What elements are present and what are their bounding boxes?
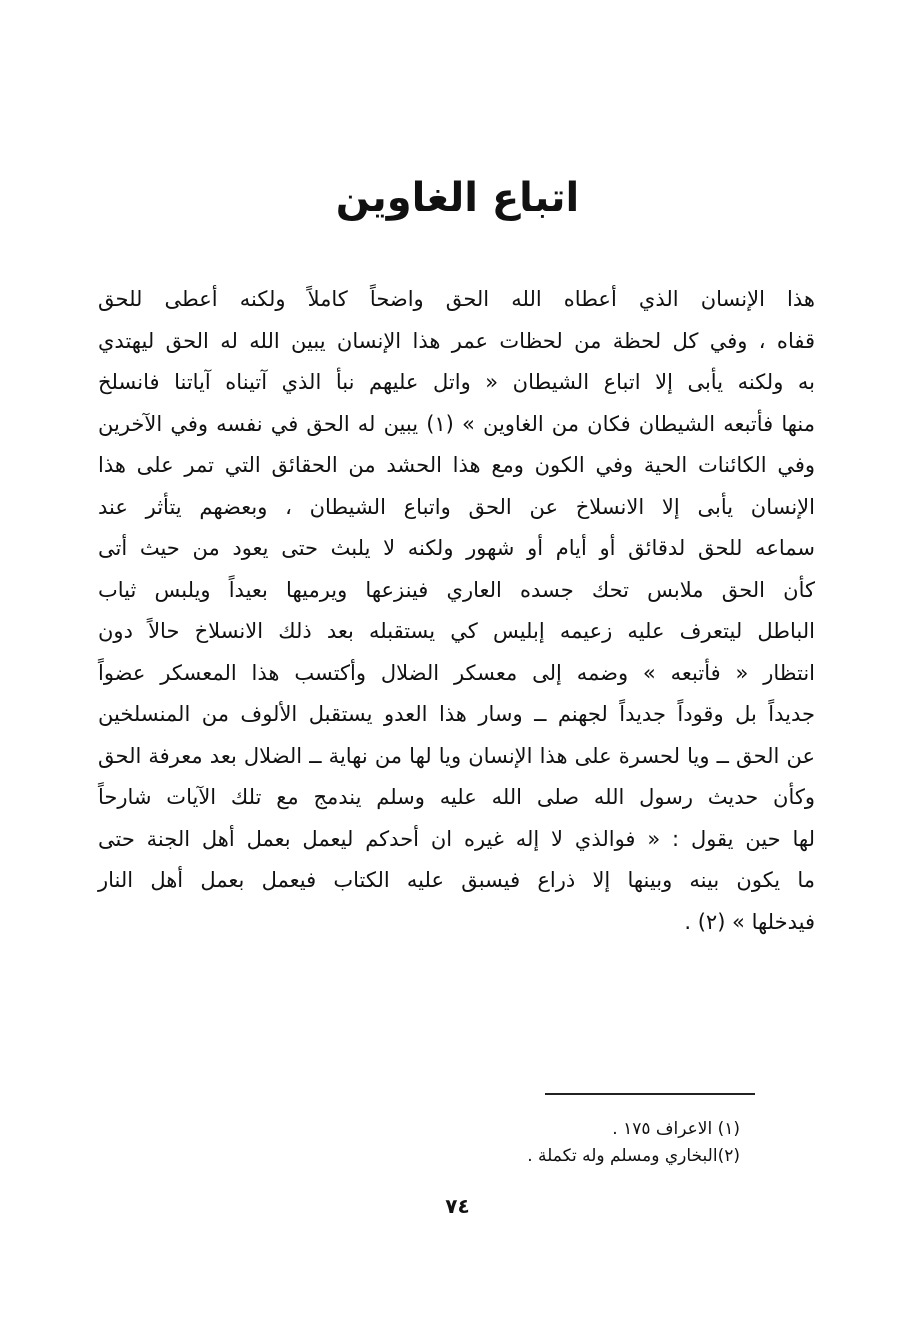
text-line: الإنسان يأبى إلا الانسلاخ عن الحق واتباع الشيطان ، وبعضهم يتأثر عند (98, 494, 815, 519)
footnote-2: (٢)البخاري ومسلم وله تكملة . (527, 1146, 740, 1166)
text-line: قفاه ، وفي كل لحظة من لحظات عمر هذا الإنسان يبين الله له الحق ليهتدي (98, 328, 815, 353)
text-line: به ولكنه يأبى إلا اتباع الشيطان « واتل عليهم نبأ الذي آتيناه آياتنا فانسلخ (98, 370, 815, 394)
text-line: ما يكون بينه وبينها إلا ذراع فيسبق عليه الكتاب فيعمل بعمل أهل النار (98, 868, 815, 892)
footnotes (380, 1116, 740, 1170)
text-line: لها حين يقول : « فوالذي لا إله غيره ان أحدكم ليعمل بعمل أهل الجنة حتى (98, 826, 815, 851)
text-line: هذا الإنسان الذي أعطاه الله الحق واضحاً كاملاً ولكنه أعطى للحق (98, 287, 815, 311)
chapter-title: اتباع الغاوين (335, 175, 580, 221)
footnote-divider (545, 1093, 755, 1095)
text-line: منها فأتبعه الشيطان فكان من الغاوين » (١) يبين له الحق في نفسه وفي الآخرين (98, 411, 815, 436)
text-line: جديداً بل وقوداً جديداً لجهنم ــ وسار هذا العدو يستقبل الألوف من المنسلخين (98, 702, 815, 726)
footnote-1: (١) الاعراف ١٧٥ . (612, 1119, 740, 1139)
body-paragraph (98, 279, 815, 943)
text-line: عن الحق ــ ويا لحسرة على هذا الإنسان ويا لها من نهاية ــ الضلال بعد معرفة الحق (98, 743, 815, 768)
page-number: ٧٤ (445, 1194, 470, 1218)
text-line: كأن الحق ملابس تحك جسده العاري فينزعها ويرميها بعيداً ويلبس ثياب (98, 577, 815, 602)
text-line: سماعه للحق لدقائق أو أيام أو شهور ولكنه لا يلبث حتى يعود من حيث أتى (98, 536, 815, 560)
text-line: فيدخلها » (٢) . (684, 909, 815, 934)
text-line: وكأن حديث رسول الله صلى الله عليه وسلم يندمج مع تلك الآيات شارحاً (98, 785, 815, 809)
text-line: انتظار « فأتبعه » وضمه إلى معسكر الضلال وأكتسب هذا المعسكر عضواً (98, 660, 815, 685)
text-line: وفي الكائنات الحية وفي الكون ومع هذا الحشد من الحقائق التي تمر على هذا (98, 453, 815, 477)
text-line: الباطل ليتعرف عليه زعيمه إبليس كي يستقبله بعد ذلك الانسلاخ حالاً دون (98, 619, 815, 643)
